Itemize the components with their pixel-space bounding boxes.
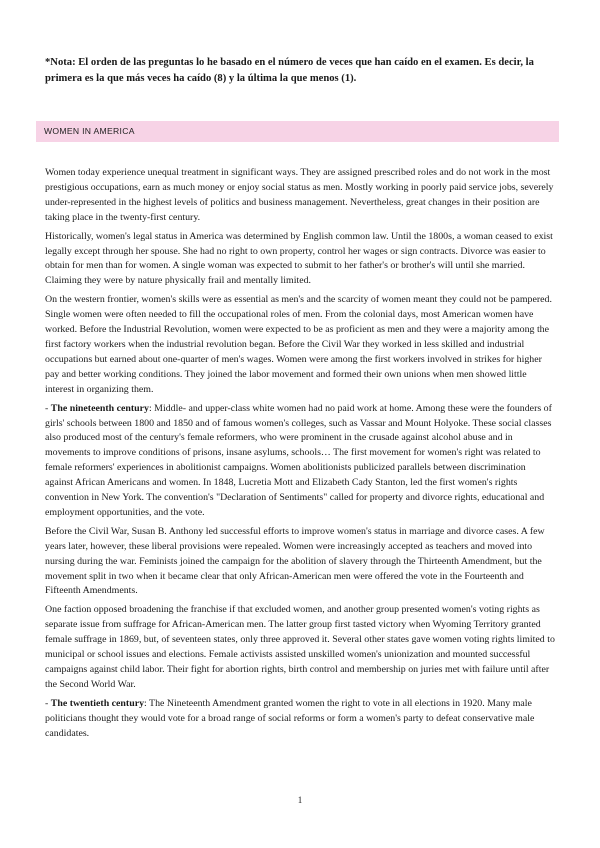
paragraph-lead: The twentieth century [50, 697, 145, 709]
paragraph: One faction opposed broadening the franchise if that excluded women, and another group presented women's voting rights as separate issue from suffrage for African-American men. The latter group first tasted victory when Wyoming Territory granted female suffrage in 1869, but, of seventeen states, only three approved it. Several other states gave women voting rights limited to municipal or school issues and elections. Female activists assisted unskilled women's unionization and mounted successful campaigns against child labor. Their fight for abortion rights, birth control and membership on juries met with failure until after the Second World War. [45, 604, 555, 690]
dash: - [45, 402, 51, 414]
paragraph: Before the Civil War, Susan B. Anthony led successful efforts to improve women's status in marriage and divorce cases. A few years later, however, these liberal provisions were repealed. Women were increasingly accepted as teachers and moved into nursing during the war. Feminists joined the campaign for the abolition of slavery through the Thirteenth Amendment, but the movement split in two when it became clear that only African-American men were offered the vote in the Fourteenth and Fifteenth Amendments. [45, 525, 545, 597]
paragraph: Women today experience unequal treatment in significant ways. They are assigned prescribed roles and do not work in the most prestigious occupations, earn as much money or enjoy social status as men. Mostly working in poorly paid service jobs, severely under-represented in the highest levels of politics and business management. Nevertheless, great changes in their position are taking place in the twenty-first century. [45, 167, 554, 223]
section-title: WOMEN IN AMERICA [44, 126, 135, 136]
note-paragraph: *Nota: El orden de las preguntas lo he basado en el número de veces que han caído en el examen. Es decir, la primera es la que más veces ha caído (8) y la última la que menos (1). [45, 57, 534, 84]
paragraph: On the western frontier, women's skills were as essential as men's and the scarcity of women meant they could not be pampered. Single women were often needed to fill the occupational roles of men. From the colonial days, most American women have worked. Before the Industrial Revolution, women were expected to be as proficient as men and they were a majority among the first factory workers when the industrial revolution began. Before the Civil War they worked in less skilled and industrial occupations but earned about one-quarter of men's wages. Women were among the first workers involved in strikes for higher pay and better working conditions. They joined the labor movement and formed their own unions when men showed little interest in organizing them. [45, 294, 552, 395]
paragraph: Historically, women's legal status in America was determined by English common law. Until the 1800s, a woman ceased to exist legally except through her spouse. She had no right to own property, control her wages or sign contracts. Divorce was easier to obtain for men than for women. A single woman was expected to submit to her father's or brother's will until she married. Claiming they were by nature physically frail and mentally limited. [45, 230, 553, 287]
page-number: 1 [297, 795, 303, 805]
dash: - [45, 697, 51, 709]
paragraph: - The twentieth century: The Nineteenth Amendment granted women the right to vote in all elections in 1920. Many male politicians thought they would vote for a broad range of social reforms or form a women's party to defeat conservative male candidates. [45, 697, 535, 739]
body-text [45, 166, 556, 746]
paragraph: - The nineteenth century: Middle- and upper-class white women had no paid work at home. Among these were the founders of girls' schools between 1800 and 1850 and of famous women's colleges, such as Vassar and Mount Holyoke. These social classes also produced most of the century's female reformers, who were prominent in the crusade against alcohol abuse and in movements to improve conditions of prisons, insane asylums, schools… The first movement for women's right was related to female reformers' experiences in abolitionist campaigns. Women abolitionists publicized parallels between discrimination against African Americans and women. In 1848, Lucretia Mott and Elizabeth Cady Stanton, led the first women's rights convention in New York. The convention's "Declaration of Sentiments" called for property and divorce rights, educational and employment opportunities, and the vote. [45, 402, 552, 518]
paragraph-lead: The nineteenth century [50, 402, 149, 414]
